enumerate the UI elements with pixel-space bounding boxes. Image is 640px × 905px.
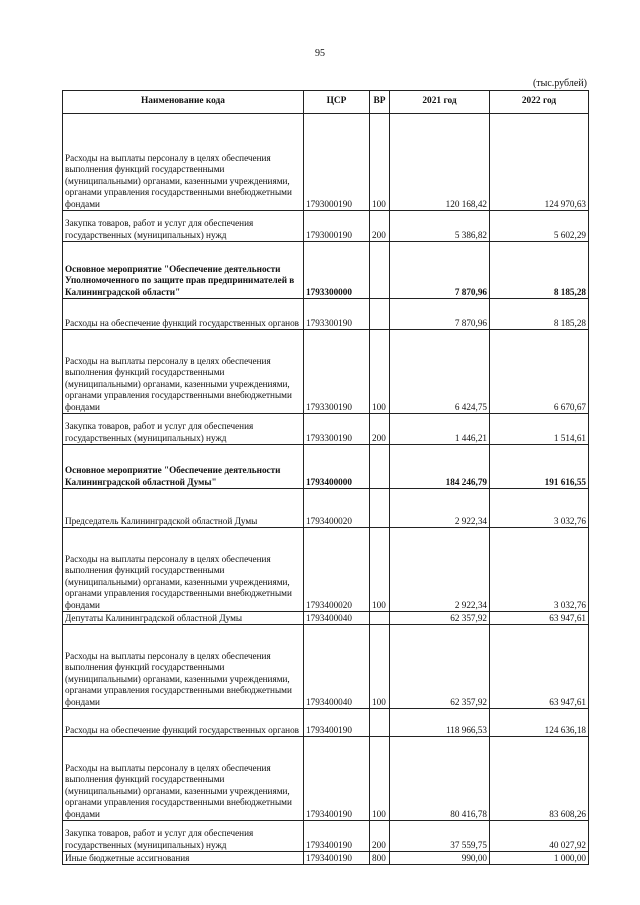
row-vr [370,445,390,489]
row-value-2022: 83 608,26 [490,737,589,821]
table-row [63,211,589,242]
row-name: Председатель Калининградской областной Думы [63,489,304,528]
row-value-2021: 62 357,92 [390,612,490,625]
row-vr [370,299,390,330]
table-row [63,625,589,709]
row-vr: 200 [370,211,390,242]
row-name: Закупка товаров, работ и услуг для обеспечения государственных (муниципальных) нужд [63,211,304,242]
row-value-2021: 2 922,34 [390,489,490,528]
row-value-2021: 1 446,21 [390,414,490,445]
row-value-2022: 63 947,61 [490,612,589,625]
row-value-2022: 3 032,76 [490,489,589,528]
header-csr: ЦСР [304,91,370,114]
row-vr: 100 [370,625,390,709]
header-2021: 2021 год [390,91,490,114]
table-row [63,299,589,330]
budget-table [62,90,589,865]
row-name: Иные бюджетные ассигнования [63,852,304,865]
row-name: Расходы на выплаты персоналу в целях обеспечения выполнения функций государственными (муниципальными) органами, казенными учреждениями, органами управления государственными внебюджетными фондами [63,625,304,709]
row-value-2021: 6 424,75 [390,330,490,414]
row-value-2021: 7 870,96 [390,242,490,299]
row-value-2021: 990,00 [390,852,490,865]
table-header-row [63,91,589,114]
row-csr: 1793400020 [304,528,370,612]
row-name: Основное мероприятие "Обеспечение деятельности Уполномоченного по защите прав предпринимателей в Калининградской области" [63,242,304,299]
row-vr [370,612,390,625]
header-2022: 2022 год [490,91,589,114]
row-csr: 1793000190 [304,114,370,211]
page-number: 95 [315,48,325,59]
row-csr: 1793000190 [304,211,370,242]
table-row [63,737,589,821]
row-csr: 1793400190 [304,737,370,821]
table-row [63,414,589,445]
row-value-2021: 80 416,78 [390,737,490,821]
row-name: Расходы на выплаты персоналу в целях обеспечения выполнения функций государственными (муниципальными) органами, казенными учреждениями, органами управления государственными внебюджетными фондами [63,330,304,414]
row-vr: 100 [370,114,390,211]
row-value-2022: 63 947,61 [490,625,589,709]
row-csr: 1793400040 [304,612,370,625]
units-label: (тыс.рублей) [532,78,587,89]
row-name: Депутаты Калининградской областной Думы [63,612,304,625]
header-vr: ВР [370,91,390,114]
row-vr: 100 [370,330,390,414]
row-name: Закупка товаров, работ и услуг для обеспечения государственных (муниципальных) нужд [63,414,304,445]
row-csr: 1793400190 [304,709,370,737]
header-name: Наименование кода [63,91,304,114]
table-row [63,489,589,528]
table-row [63,242,589,299]
row-value-2021: 118 966,53 [390,709,490,737]
row-csr: 1793300000 [304,242,370,299]
row-value-2022: 5 602,29 [490,211,589,242]
row-name: Расходы на обеспечение функций государственных органов [63,299,304,330]
row-name: Расходы на обеспечение функций государственных органов [63,709,304,737]
row-csr: 1793300190 [304,299,370,330]
row-value-2022: 40 027,92 [490,821,589,852]
table-row [63,821,589,852]
table-row [63,709,589,737]
row-vr: 800 [370,852,390,865]
row-vr: 200 [370,821,390,852]
row-name: Расходы на выплаты персоналу в целях обеспечения выполнения функций государственными (муниципальными) органами, казенными учреждениями, органами управления государственными внебюджетными фондами [63,528,304,612]
table-row [63,528,589,612]
row-value-2022: 3 032,76 [490,528,589,612]
row-value-2022: 124 970,63 [490,114,589,211]
row-value-2022: 1 000,00 [490,852,589,865]
row-value-2021: 7 870,96 [390,299,490,330]
row-name: Основное мероприятие "Обеспечение деятельности Калининградской областной Думы" [63,445,304,489]
row-name: Расходы на выплаты персоналу в целях обеспечения выполнения функций государственными (муниципальными) органами, казенными учреждениями, органами управления государственными внебюджетными фондами [63,737,304,821]
row-value-2021: 5 386,82 [390,211,490,242]
row-csr: 1793300190 [304,414,370,445]
row-value-2022: 8 185,28 [490,299,589,330]
row-value-2022: 124 636,18 [490,709,589,737]
row-csr: 1793300190 [304,330,370,414]
row-value-2022: 8 185,28 [490,242,589,299]
table-row [63,445,589,489]
row-csr: 1793400190 [304,852,370,865]
row-vr: 100 [370,528,390,612]
row-value-2021: 120 168,42 [390,114,490,211]
row-vr: 200 [370,414,390,445]
row-csr: 1793400020 [304,489,370,528]
row-csr: 1793400000 [304,445,370,489]
row-value-2021: 62 357,92 [390,625,490,709]
row-value-2022: 1 514,61 [490,414,589,445]
row-value-2021: 37 559,75 [390,821,490,852]
row-name: Закупка товаров, работ и услуг для обеспечения государственных (муниципальных) нужд [63,821,304,852]
row-vr [370,242,390,299]
row-value-2021: 184 246,79 [390,445,490,489]
row-vr: 100 [370,737,390,821]
row-csr: 1793400040 [304,625,370,709]
row-vr [370,709,390,737]
row-value-2022: 191 616,55 [490,445,589,489]
row-name: Расходы на выплаты персоналу в целях обеспечения выполнения функций государственными (муниципальными) органами, казенными учреждениями, органами управления государственными внебюджетными фондами [63,114,304,211]
row-value-2021: 2 922,34 [390,528,490,612]
table-row [63,114,589,211]
row-csr: 1793400190 [304,821,370,852]
row-vr [370,489,390,528]
row-value-2022: 6 670,67 [490,330,589,414]
table-row [63,330,589,414]
table-row [63,612,589,625]
table-row [63,852,589,865]
